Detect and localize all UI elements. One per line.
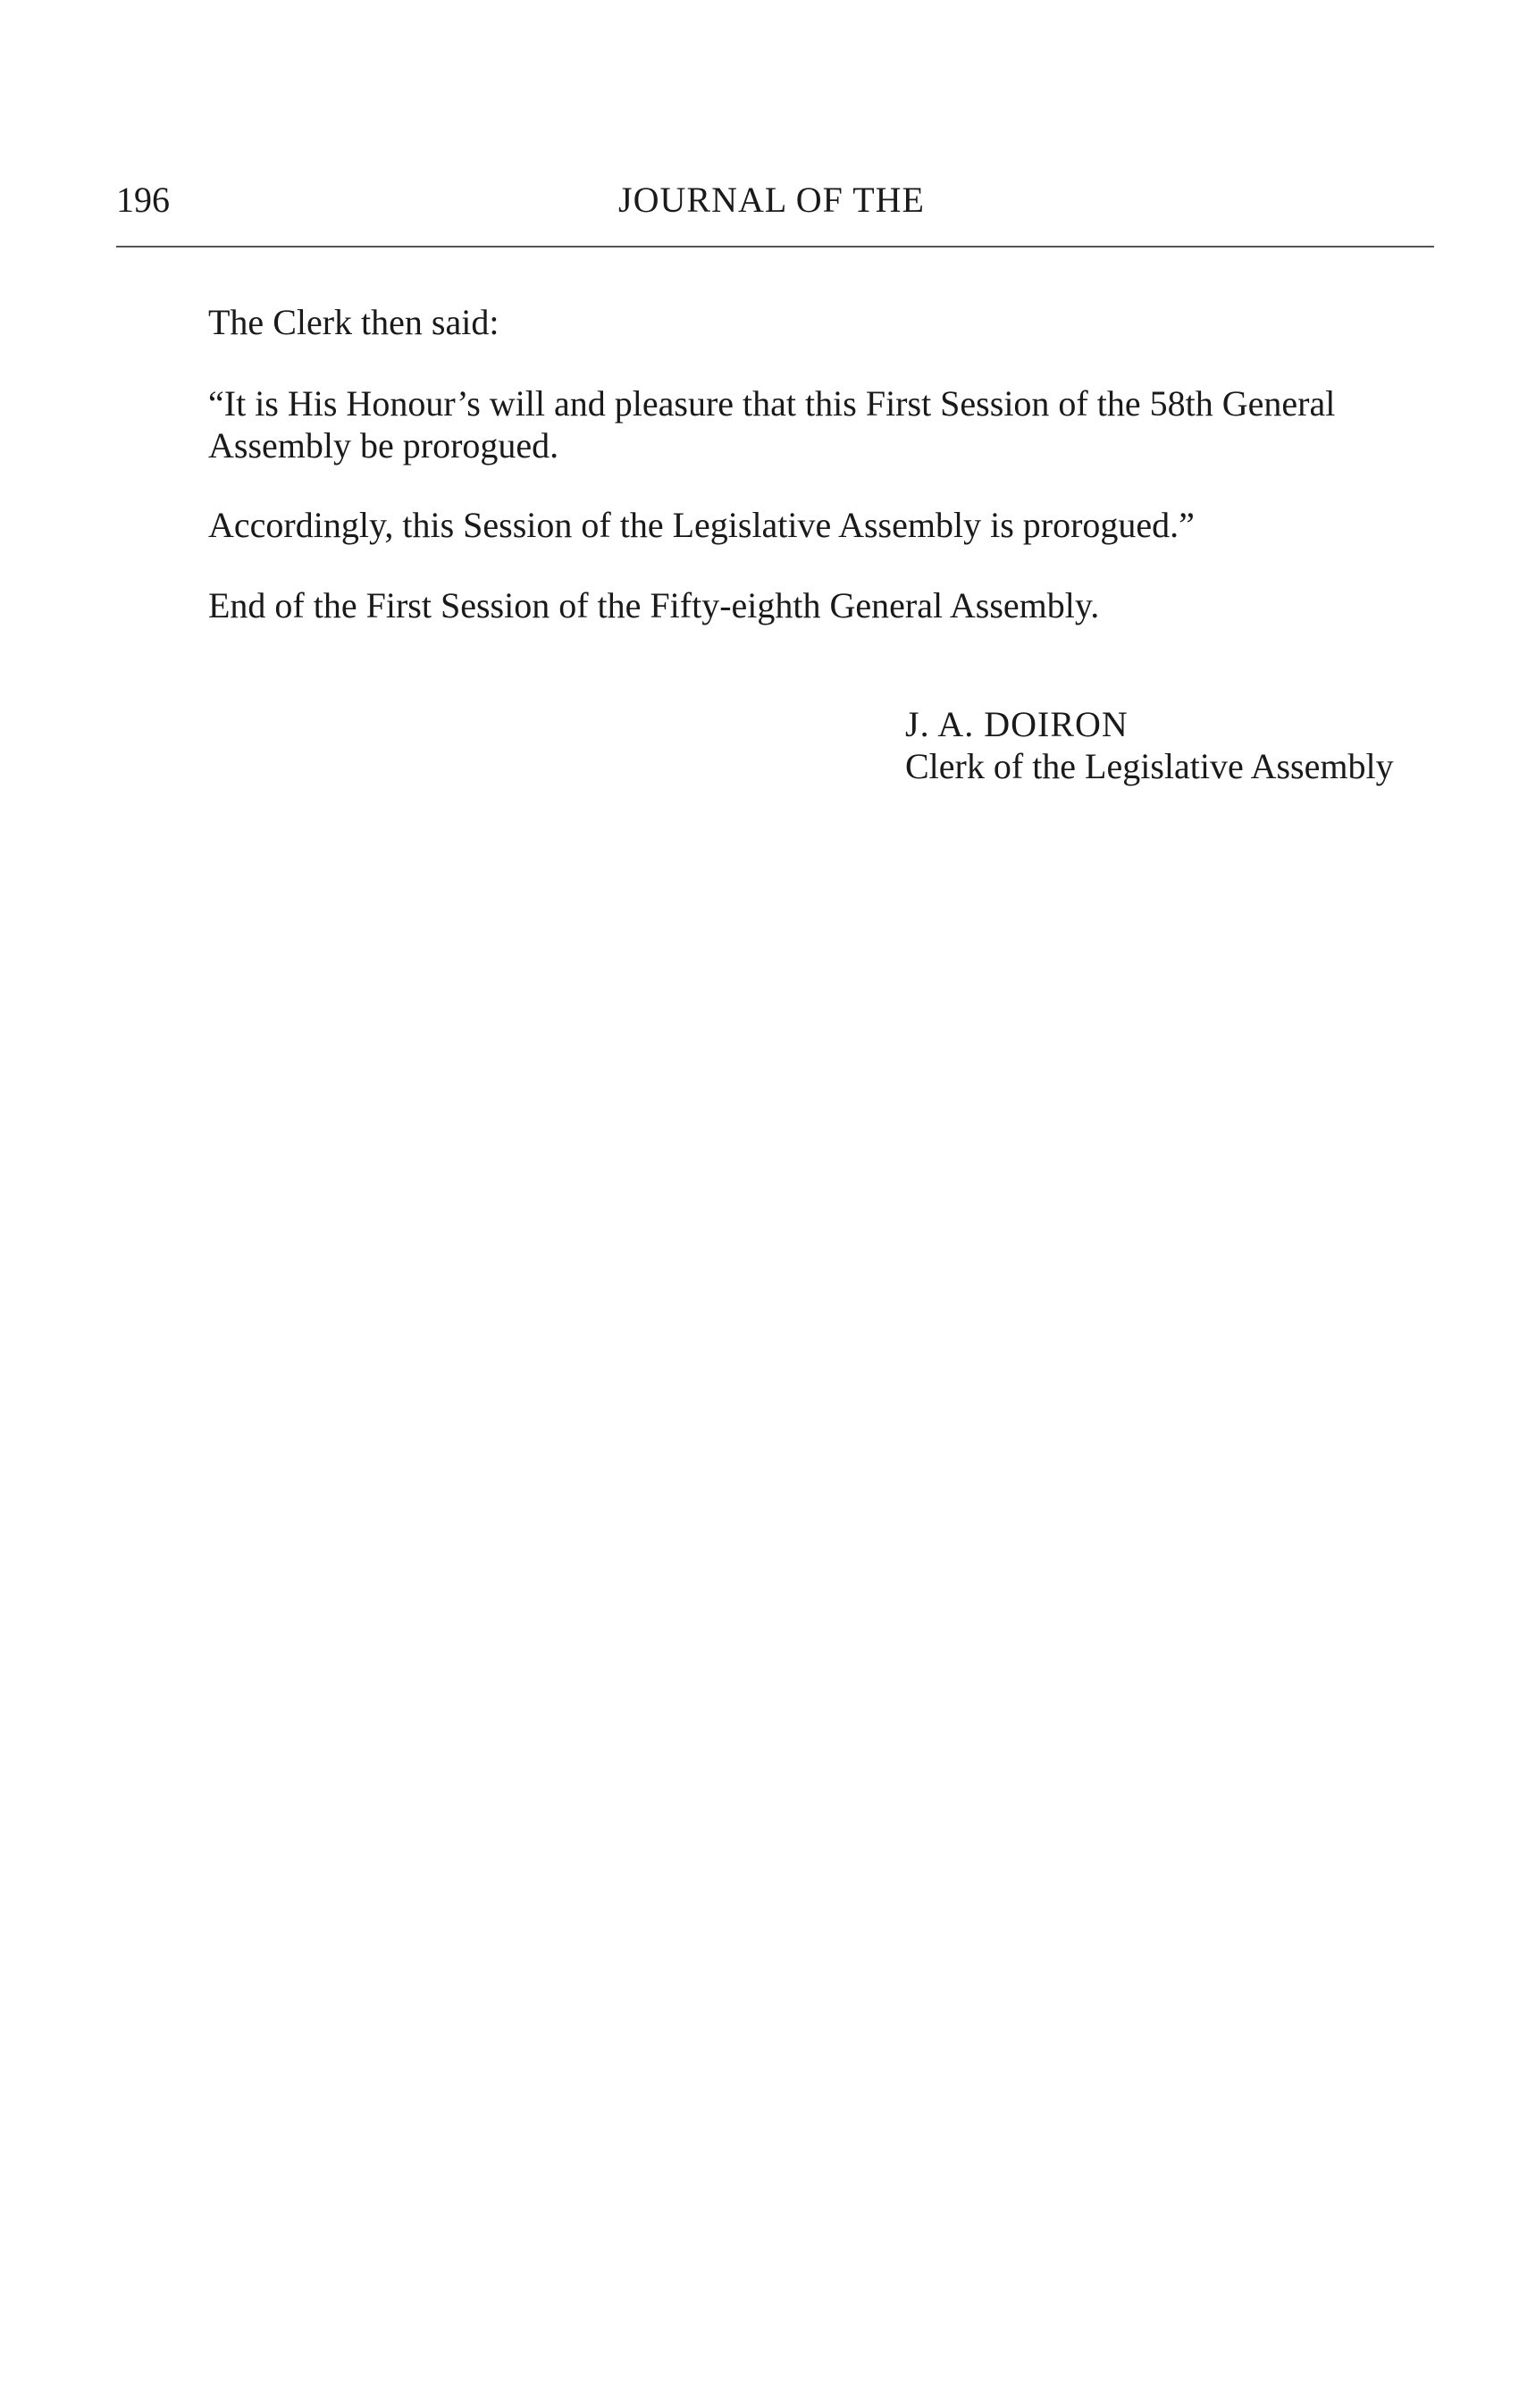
paragraph-prorogation-quote: “It is His Honour’s will and pleasure that this First Session of the 58th General Assembly be prorogued. [208,383,1336,466]
header-rule [116,246,1434,248]
signature-title: Clerk of the Legislative Assembly [905,746,1394,786]
page-number: 196 [116,180,170,220]
running-title: JOURNAL OF THE [618,180,925,220]
paragraph-clerk-said: The Clerk then said: [208,302,499,342]
signature-block [905,703,1394,787]
signature-name: J. A. DOIRON [905,704,1129,744]
paragraph-end-of-session: End of the First Session of the Fifty-eighth General Assembly. [208,585,1100,625]
paragraph-session-prorogued: Accordingly, this Session of the Legislative Assembly is prorogued.” [208,505,1195,545]
